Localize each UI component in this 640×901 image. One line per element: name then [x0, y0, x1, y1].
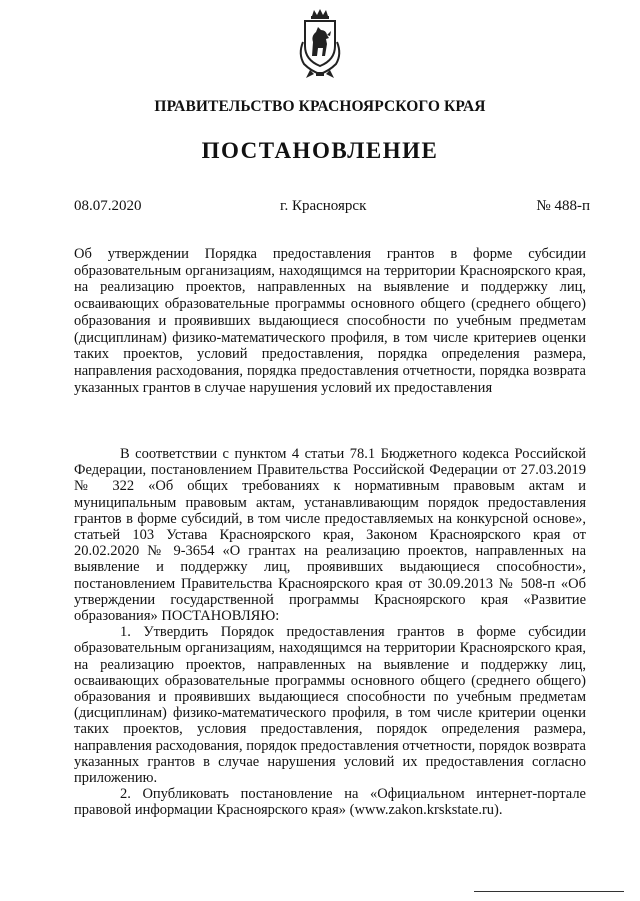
document-city: г. Красноярск	[280, 198, 367, 214]
item-1-paragraph: 1. Утвердить Порядок предоставления грантов в форме субсидии образовательным организациям, находящимся на территории Красноярского края, на реализацию проектов, направленных на выявление и поддержку лиц, осваивающих образовательные программы основного общего (среднего общего) образования и проявивших выдающиеся способности по учебным предметам (дисциплинам) физико-математического профиля, в том числе критерии оценки таких проектов, условия предоставления, порядок определения размера, направления расходования, порядок предоставления отчетности, порядок возврата указанных грантов в случае нарушения условий их предоставления согласно приложению.	[74, 624, 586, 787]
document-body	[74, 446, 586, 819]
coat-of-arms-emblem	[296, 8, 344, 80]
organization-title: ПРАВИТЕЛЬСТВО КРАСНОЯРСКОГО КРАЯ	[154, 98, 486, 115]
document-type-title: ПОСТАНОВЛЕНИЕ	[201, 138, 439, 163]
footer-divider	[474, 891, 624, 892]
document-number: № 488-п	[536, 198, 590, 214]
preamble-paragraph: В соответствии с пунктом 4 статьи 78.1 Бюджетного кодекса Российской Федерации, постановлением Правительства Российской Федерации от 27.03.2019 № 322 «Об общих требованиях к нормативным правовым актам и муниципальным правовым актам, устанавливающим порядок предоставления грантов в форме субсидий, в том числе предоставляемых на конкурсной основе», статьей 103 Устава Красноярского края, Законом Красноярского края от 20.02.2020 № 9-3654 «О грантах на реализацию проектов, направленных на выявление и поддержку лиц, проявивших выдающиеся способности», постановлением Правительства Красноярского края от 30.09.2013 № 508-п «Об утверждении государственной программы Красноярского края «Развитие образования» ПОСТАНОВЛЯЮ:	[74, 446, 586, 625]
item-2-paragraph: 2. Опубликовать постановление на «Официальном интернет-портале правовой информации Красноярского края» (www.zakon.krskstate.ru).	[74, 786, 586, 819]
document-date: 08.07.2020	[74, 198, 142, 214]
document-subject: Об утверждении Порядка предоставления грантов в форме субсидии образовательным организациям, находящимся на территории Красноярского края, на реализацию проектов, направленных на выявление и поддержку лиц, осваивающих образовательные программы основного общего (среднего общего) образования и проявивших выдающиеся способности по учебным предметам (дисциплинам) физико-математического профиля, в том числе критериев оценки таких проектов, условий предоставления, порядка определения размера, направления расходования, порядка предоставления отчетности, порядка возврата указанных грантов в случае нарушения условий их предоставления	[74, 246, 586, 396]
